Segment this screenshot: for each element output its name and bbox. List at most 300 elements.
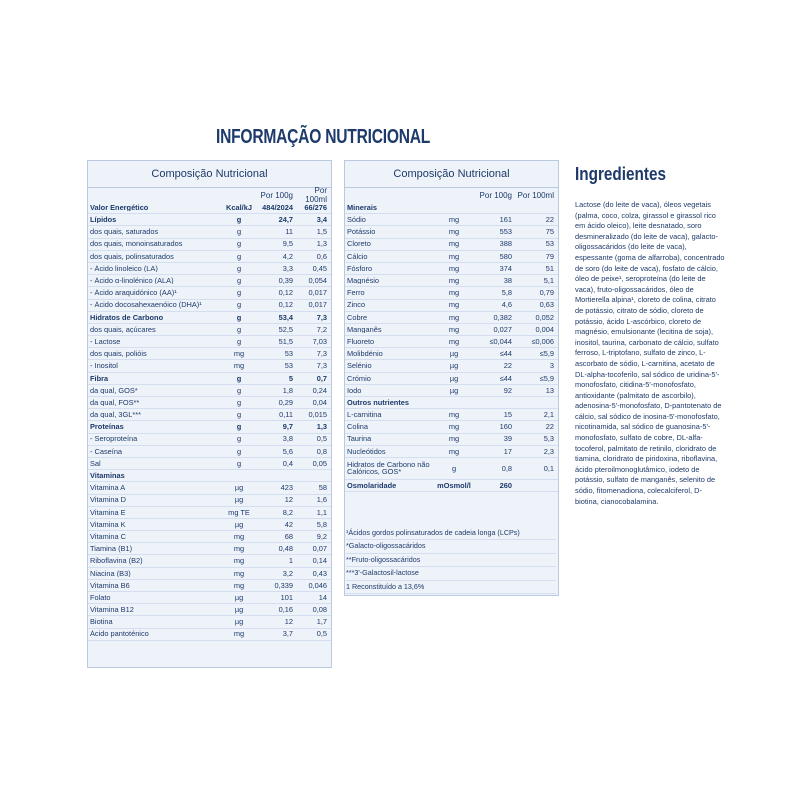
nutrient-unit: mg — [233, 349, 245, 359]
value-per-100g: 3,2 — [282, 568, 293, 578]
nutrient-name: Vitamina A — [90, 484, 126, 492]
value-per-100ml: 3,4 — [316, 215, 327, 225]
nutrient-unit: g — [236, 373, 242, 383]
nutrient-name: Cobre — [347, 313, 368, 321]
value-per-100ml: 3 — [549, 361, 554, 371]
value-per-100g: 0,29 — [278, 397, 293, 407]
value-per-100g: 3,7 — [282, 629, 293, 639]
nutrient-unit: mg — [448, 324, 460, 334]
value-per-100ml: 9,2 — [316, 531, 327, 541]
nutrient-name: Outros nutrientes — [347, 398, 410, 407]
nutrient-row — [88, 251, 331, 263]
table-heading: Composição Nutricional — [345, 161, 558, 188]
value-per-100g: 42 — [284, 519, 293, 529]
nutrient-unit: µg — [449, 349, 459, 359]
nutrient-name: - Seroproteína — [90, 435, 138, 443]
nutrient-unit: g — [236, 251, 242, 261]
nutrient-name: - Ácido linoleico (LA) — [90, 264, 158, 273]
nutrient-name: Ferro — [347, 289, 365, 297]
nutrient-unit: mg — [448, 336, 460, 346]
value-per-100g: 53 — [284, 361, 293, 371]
value-per-100ml: 53 — [545, 239, 554, 249]
footnote: 1 Reconstituído a 13,6% — [346, 581, 556, 594]
value-per-100g: 4,6 — [501, 300, 512, 310]
value-per-100ml: 0,052 — [535, 312, 554, 322]
value-per-100g: 0,027 — [493, 324, 512, 334]
value-per-100g: 0,16 — [278, 605, 293, 615]
nutrient-name: Fibra — [90, 374, 109, 382]
value-per-100ml: 1,3 — [316, 239, 327, 249]
nutrient-unit: mg — [233, 568, 245, 578]
nutrient-name: Hidratos de Carbono não Calóricos, GOS* — [347, 461, 430, 476]
value-per-100g: 3,3 — [282, 263, 293, 273]
value-per-100ml: 7,03 — [312, 336, 327, 346]
nutrient-row — [88, 519, 331, 531]
nutrient-name: Magnésio — [347, 277, 380, 285]
value-per-100ml: 0,017 — [308, 300, 327, 310]
nutrient-unit: g — [236, 300, 242, 310]
value-per-100ml: 7,3 — [316, 312, 327, 322]
nutrient-row — [345, 480, 558, 492]
value-per-100g: 39 — [503, 434, 512, 444]
nutrient-name: Vitamina K — [90, 520, 126, 529]
nutrient-name: Proteínas — [90, 423, 124, 431]
nutrient-name: - Ácido α-linolénico (ALA) — [90, 277, 174, 285]
value-per-100g: 0,4 — [282, 458, 293, 468]
value-per-100ml: ≤5,9 — [539, 373, 554, 383]
nutrient-row — [345, 324, 558, 336]
nutrient-row — [345, 214, 558, 226]
nutrient-unit: µg — [449, 385, 459, 395]
nutrient-unit: mg — [448, 251, 460, 261]
value-per-100g: 484/2024 — [262, 202, 293, 212]
value-per-100ml: 1,5 — [316, 227, 327, 237]
nutrient-row — [345, 239, 558, 251]
nutrient-row — [345, 300, 558, 312]
nutrient-name: L-carnitina — [347, 411, 382, 419]
nutrient-unit: g — [236, 288, 242, 298]
nutrient-unit: g — [236, 227, 242, 237]
nutrient-name: Minerais — [347, 203, 377, 212]
value-per-100ml: 0,05 — [312, 458, 327, 468]
nutrient-name: - Ácido docosahexaenóico (DHA)¹ — [90, 301, 202, 309]
value-per-100g: 0,339 — [274, 580, 293, 590]
nutrient-name: dos quais, polióis — [90, 350, 147, 358]
nutrient-row — [88, 629, 331, 641]
value-per-100g: 374 — [499, 263, 512, 273]
nutrient-unit: µg — [449, 373, 459, 383]
nutrient-unit: g — [236, 446, 242, 456]
value-per-100g: 3,8 — [282, 434, 293, 444]
value-per-100ml: 5,8 — [316, 519, 327, 529]
nutrient-name: Vitamina D — [90, 496, 127, 504]
nutrient-name: Iodo — [347, 386, 362, 395]
value-per-100ml: 5,1 — [543, 276, 554, 286]
value-per-100g: 160 — [499, 422, 512, 432]
nutrient-row — [345, 226, 558, 238]
nutrient-row — [345, 421, 558, 433]
nutrient-name: - Caseína — [90, 447, 123, 456]
value-per-100ml: 7,2 — [316, 324, 327, 334]
nutrient-unit: µg — [234, 605, 244, 615]
nutrient-row — [88, 373, 331, 385]
nutrient-row — [345, 336, 558, 348]
nutrient-name: Vitamina B6 — [90, 581, 130, 590]
nutrient-name: Vitaminas — [90, 472, 125, 480]
value-per-100ml: 22 — [545, 422, 554, 432]
nutrient-row — [88, 300, 331, 312]
nutrient-row — [88, 312, 331, 324]
nutrient-name: Vitamina C — [90, 532, 127, 541]
value-per-100g: 8,2 — [282, 507, 293, 517]
value-per-100ml: 0,004 — [535, 324, 554, 334]
nutrient-row — [88, 458, 331, 470]
nutrient-name: Nucleótidos — [347, 447, 386, 456]
nutrient-name: da qual, FOS** — [90, 398, 140, 407]
nutrient-row — [345, 202, 558, 214]
value-per-100g: 0,12 — [278, 288, 293, 298]
value-per-100ml: 22 — [545, 215, 554, 225]
value-per-100ml: 0,6 — [316, 251, 327, 261]
nutrient-row — [88, 592, 331, 604]
nutrient-row — [345, 446, 558, 458]
nutrient-unit: mg — [448, 288, 460, 298]
value-per-100g: 38 — [503, 276, 512, 286]
nutrient-unit: g — [236, 276, 242, 286]
nutrient-row — [88, 324, 331, 336]
nutrient-row — [345, 385, 558, 397]
nutrient-name: dos quais, monoinsaturados — [90, 240, 183, 248]
nutrient-name: Selénio — [347, 362, 372, 370]
value-per-100ml: 0,79 — [539, 288, 554, 298]
value-per-100g: 4,2 — [282, 251, 293, 261]
nutrient-unit: mg — [448, 276, 460, 286]
value-per-100g: 68 — [284, 531, 293, 541]
value-per-100g: 1,8 — [282, 385, 293, 395]
nutrient-name: Zinco — [347, 301, 366, 309]
value-per-100ml: 51 — [545, 263, 554, 273]
value-per-100ml: 0,7 — [316, 373, 327, 383]
value-per-100ml: 0,054 — [308, 276, 327, 286]
nutrient-row — [88, 360, 331, 372]
nutrient-name: Cloreto — [347, 240, 371, 248]
value-per-100ml: 1,3 — [316, 422, 327, 432]
value-per-100ml: 0,04 — [312, 397, 327, 407]
value-per-100g: 12 — [284, 617, 293, 627]
nutrient-unit: mg — [233, 361, 245, 371]
value-per-100g: 11 — [285, 227, 293, 237]
nutrient-row — [345, 360, 558, 372]
value-per-100ml: 0,5 — [316, 629, 327, 639]
nutrient-row — [88, 543, 331, 555]
value-per-100g: 0,12 — [278, 300, 293, 310]
nutrient-name: Vitamina E — [90, 508, 126, 516]
nutrient-row — [88, 348, 331, 360]
nutrient-unit: mg — [233, 580, 245, 590]
nutrient-unit: g — [236, 410, 242, 420]
value-per-100ml: 0,45 — [312, 263, 327, 273]
value-per-100g: 161 — [499, 215, 512, 225]
column-headers — [88, 188, 331, 202]
value-per-100g: ≤0,044 — [489, 336, 512, 346]
value-per-100g: 22 — [503, 361, 512, 371]
column-headers — [345, 188, 558, 202]
nutrient-name: Potássio — [347, 228, 376, 236]
nutrient-unit: mg — [448, 263, 460, 273]
value-per-100g: 17 — [503, 446, 512, 456]
value-per-100g: 260 — [499, 480, 512, 490]
nutrient-unit: mg — [233, 556, 245, 566]
column-per-100ml: Por 100ml — [517, 190, 554, 200]
nutrient-unit: mg — [233, 531, 245, 541]
nutrient-unit: mOsmol/l — [437, 480, 471, 490]
nutrient-row — [345, 312, 558, 324]
nutrient-unit: g — [236, 385, 242, 395]
nutrient-name: dos quais, açúcares — [90, 325, 156, 334]
value-per-100ml: 2,3 — [543, 446, 554, 456]
nutrient-unit: mg — [233, 629, 245, 639]
nutrient-name: Hidratos de Carbono — [90, 313, 164, 321]
nutrient-unit: µg — [449, 361, 459, 371]
value-per-100ml: 14 — [318, 592, 327, 602]
nutrient-unit: mg — [448, 227, 460, 237]
value-per-100g: 51,5 — [278, 336, 293, 346]
nutrient-unit: mg — [448, 215, 460, 225]
nutrient-row — [345, 434, 558, 446]
nutrient-unit: mg — [448, 300, 460, 310]
value-per-100g: ≤44 — [499, 373, 512, 383]
nutrient-row — [88, 275, 331, 287]
value-per-100g: 5,6 — [282, 446, 293, 456]
table-heading: Composição Nutricional — [88, 161, 331, 188]
footnote: ***3'-Galactosil-lactose — [346, 567, 556, 580]
nutrient-row — [88, 397, 331, 409]
nutrient-row — [88, 421, 331, 433]
nutrient-name: Sódio — [347, 216, 366, 224]
value-per-100ml: ≤0,006 — [531, 336, 554, 346]
value-per-100ml: ≤5,9 — [539, 349, 554, 359]
value-per-100ml: 5,3 — [543, 434, 554, 444]
footnote: **Fruto-oligossacáridos — [346, 554, 556, 567]
nutrient-name: Ácido pantoténico — [90, 630, 149, 638]
value-per-100g: 5 — [288, 373, 293, 383]
value-per-100g: ≤44 — [499, 349, 512, 359]
ingredients-title: Ingredientes — [575, 164, 666, 184]
nutrient-unit: mg — [233, 544, 245, 554]
value-per-100ml: 58 — [318, 483, 327, 493]
nutrient-unit: g — [236, 324, 242, 334]
nutrient-unit: g — [236, 263, 242, 273]
value-per-100g: 9,7 — [282, 422, 293, 432]
value-per-100ml: 7,3 — [316, 361, 327, 371]
value-per-100ml: 0,14 — [312, 556, 327, 566]
nutrient-unit: g — [236, 434, 242, 444]
value-per-100g: 388 — [499, 239, 512, 249]
nutrient-row — [345, 397, 558, 409]
nutrient-row — [88, 507, 331, 519]
nutrient-row — [88, 580, 331, 592]
nutrient-unit: g — [236, 312, 242, 322]
nutrient-unit: g — [451, 463, 457, 473]
value-per-100g: 0,48 — [278, 544, 293, 554]
nutrient-row — [345, 275, 558, 287]
column-per-100ml: Por 100ml — [305, 186, 327, 204]
value-per-100ml: 0,046 — [308, 580, 327, 590]
value-per-100g: 53,4 — [278, 312, 293, 322]
value-per-100ml: 75 — [545, 227, 554, 237]
nutrient-row — [88, 409, 331, 421]
value-per-100g: 0,39 — [278, 276, 293, 286]
value-per-100ml: 0,8 — [316, 446, 327, 456]
nutrient-name: - Inositol — [90, 362, 118, 370]
nutrient-unit: mg TE — [228, 507, 250, 517]
nutrient-row — [88, 385, 331, 397]
value-per-100g: 92 — [503, 385, 512, 395]
nutrient-name: da qual, GOS* — [90, 386, 138, 395]
nutrient-row — [88, 555, 331, 567]
nutrient-name: Manganês — [347, 325, 382, 334]
nutrient-row — [88, 263, 331, 275]
value-per-100ml: 7,3 — [316, 349, 327, 359]
footnote: ¹Ácidos gordos polinsaturados de cadeia longa (LCPs) — [346, 527, 556, 540]
value-per-100ml: 0,017 — [308, 288, 327, 298]
nutrient-unit: µg — [234, 519, 244, 529]
nutrient-row — [88, 239, 331, 251]
value-per-100ml: 79 — [545, 251, 554, 261]
nutrient-name: - Lactose — [90, 337, 121, 346]
nutrient-unit: mg — [448, 434, 460, 444]
value-per-100ml: 0,63 — [539, 300, 554, 310]
value-per-100g: 101 — [280, 592, 293, 602]
nutrient-row — [88, 446, 331, 458]
nutrient-name: Sal — [90, 459, 101, 468]
nutrient-row — [88, 531, 331, 543]
value-per-100ml: 13 — [545, 385, 554, 395]
nutrient-unit: g — [236, 239, 242, 249]
nutrient-row — [88, 568, 331, 580]
ingredients-text: Lactose (do leite de vaca), óleos vegetais (palma, coco, colza, girassol e girassol rico em ácido oleico), leite desnatado, soro desmineralizado (do leite de vaca), galacto-oligossacáridos (do leite de vaca), espessante (goma de alfarroba), concentrado de soro (do leite de vaca), fosfato de cálcio, óleo de peixe¹, seroproteína (do leite de vaca), fruto-oligossacáridos, óleo de Mortierella alpina¹, cloreto de colina, citrato de potássio, citrato de sódio, cloreto de potássio, ácido L-ascórbico, cloreto de magnésio, emulsionante (lecitina de soja), inositol, taurina, carbonato de cálcio, sulfato ferroso, L-triptofano, sulfato de zinco, L-ascorbato de sódio, L-carnitina, acetato de DL-alpha-tocoferilo, sal sódico de uridina-5'-monofosfato, citidina-5'-monofosfato, antioxidante (palmitato de ascorbilo), adenosina-5'-monofosfato, D-pantotenato de cálcio, sal sódico de inosina-5'-monofosfato, nicotinamida, sal sódico de guanosina-5'-monofosfato, sulfato de cobre, DL-alfa-tocoferol, palmitato de retinilo, cloridrato de tiamina, cloridrato de piridoxina, riboflavina, ácido pteroilmonoglutâmico, iodeto de potássio, sulfato de manganês, selenito de sódio, fitomenadiona, colecalciferol, D-biotina, cianocobalamina. — [575, 200, 725, 506]
nutrient-row — [88, 287, 331, 299]
nutrient-name: dos quais, saturados — [90, 228, 159, 236]
value-per-100g: 53 — [284, 349, 293, 359]
value-per-100g: 5,8 — [501, 288, 512, 298]
nutrient-name: Vitamina B12 — [90, 606, 134, 614]
nutrient-name: Crómio — [347, 374, 371, 382]
footnote: *Galacto-oligossacáridos — [346, 540, 556, 553]
nutrient-row — [88, 434, 331, 446]
column-per-100g: Por 100g — [260, 190, 293, 200]
nutrient-name: Valor Energético — [90, 203, 149, 212]
nutrient-unit: mg — [448, 239, 460, 249]
nutrient-row — [345, 251, 558, 263]
value-per-100g: 423 — [280, 483, 293, 493]
nutrition-table-left — [87, 160, 332, 668]
nutrient-unit: g — [236, 422, 242, 432]
value-per-100ml: 0,1 — [543, 463, 554, 473]
value-per-100g: 0,8 — [501, 463, 512, 473]
column-per-100g: Por 100g — [479, 190, 512, 200]
value-per-100g: 52,5 — [278, 324, 293, 334]
nutrient-row — [345, 287, 558, 299]
nutrient-row — [88, 470, 331, 482]
nutrient-name: Tiamina (B1) — [90, 545, 133, 553]
nutrient-row — [88, 604, 331, 616]
nutrient-row — [345, 458, 558, 480]
nutrient-unit: µg — [234, 617, 244, 627]
nutrient-name: Fluoreto — [347, 337, 375, 346]
nutrient-row — [345, 263, 558, 275]
nutrient-name: dos quais, polinsaturados — [90, 252, 174, 261]
nutrient-row — [88, 202, 331, 214]
nutrient-rows — [88, 202, 331, 641]
nutrient-rows — [345, 202, 558, 492]
value-per-100g: 0,11 — [279, 410, 293, 420]
value-per-100g: 1 — [288, 556, 293, 566]
nutrient-unit: g — [236, 336, 242, 346]
nutrient-name: Niacina (B3) — [90, 569, 131, 577]
value-per-100g: 553 — [499, 227, 512, 237]
nutrient-row — [345, 348, 558, 360]
value-per-100ml: 0,08 — [312, 605, 327, 615]
nutrient-unit: mg — [448, 422, 460, 432]
nutrient-unit: µg — [234, 592, 244, 602]
nutrient-row — [88, 495, 331, 507]
value-per-100g: 12 — [284, 495, 293, 505]
nutrient-row — [345, 409, 558, 421]
value-per-100g: 0,382 — [493, 312, 512, 322]
nutrient-unit: mg — [448, 410, 460, 420]
nutrient-name: da qual, 3GL*** — [90, 411, 141, 419]
value-per-100ml: 1,7 — [316, 617, 327, 627]
nutrient-row — [345, 373, 558, 385]
nutrient-unit: mg — [448, 312, 460, 322]
nutrient-name: Lípidos — [90, 216, 117, 224]
nutrient-row — [88, 226, 331, 238]
nutrient-name: - Ácido araquidónico (AA)¹ — [90, 289, 177, 297]
nutrient-unit: µg — [234, 495, 244, 505]
value-per-100ml: 0,07 — [312, 544, 327, 554]
value-per-100ml: 0,24 — [312, 385, 327, 395]
value-per-100ml: 0,5 — [316, 434, 327, 444]
nutrient-unit: g — [236, 458, 242, 468]
nutrient-unit: g — [236, 397, 242, 407]
nutrient-name: Osmolaridade — [347, 481, 397, 490]
nutrient-row — [88, 336, 331, 348]
nutrient-name: Molibdénio — [347, 350, 383, 358]
nutrient-unit: g — [236, 215, 242, 225]
nutrient-unit: µg — [234, 483, 244, 493]
value-per-100ml: 1,6 — [316, 495, 327, 505]
nutrient-unit: mg — [448, 446, 460, 456]
nutrient-name: Fósforo — [347, 264, 373, 273]
nutrient-name: Taurina — [347, 435, 372, 443]
page-title: INFORMAÇÃO NUTRICIONAL — [216, 126, 431, 148]
value-per-100ml: 1,1 — [316, 507, 327, 517]
footnotes — [346, 527, 556, 594]
value-per-100ml: 0,015 — [308, 410, 327, 420]
value-per-100g: 24,7 — [278, 215, 293, 225]
value-per-100g: 15 — [503, 410, 512, 420]
value-per-100ml: 66/276 — [304, 202, 327, 212]
value-per-100g: 9,5 — [282, 239, 293, 249]
nutrient-name: Colina — [347, 423, 368, 431]
nutrient-row — [88, 482, 331, 494]
nutrient-unit: Kcal/kJ — [226, 202, 252, 212]
nutrient-name: Folato — [90, 593, 111, 602]
nutrient-name: Riboflavina (B2) — [90, 557, 143, 565]
value-per-100g: 580 — [499, 251, 512, 261]
value-per-100ml: 2,1 — [543, 410, 554, 420]
